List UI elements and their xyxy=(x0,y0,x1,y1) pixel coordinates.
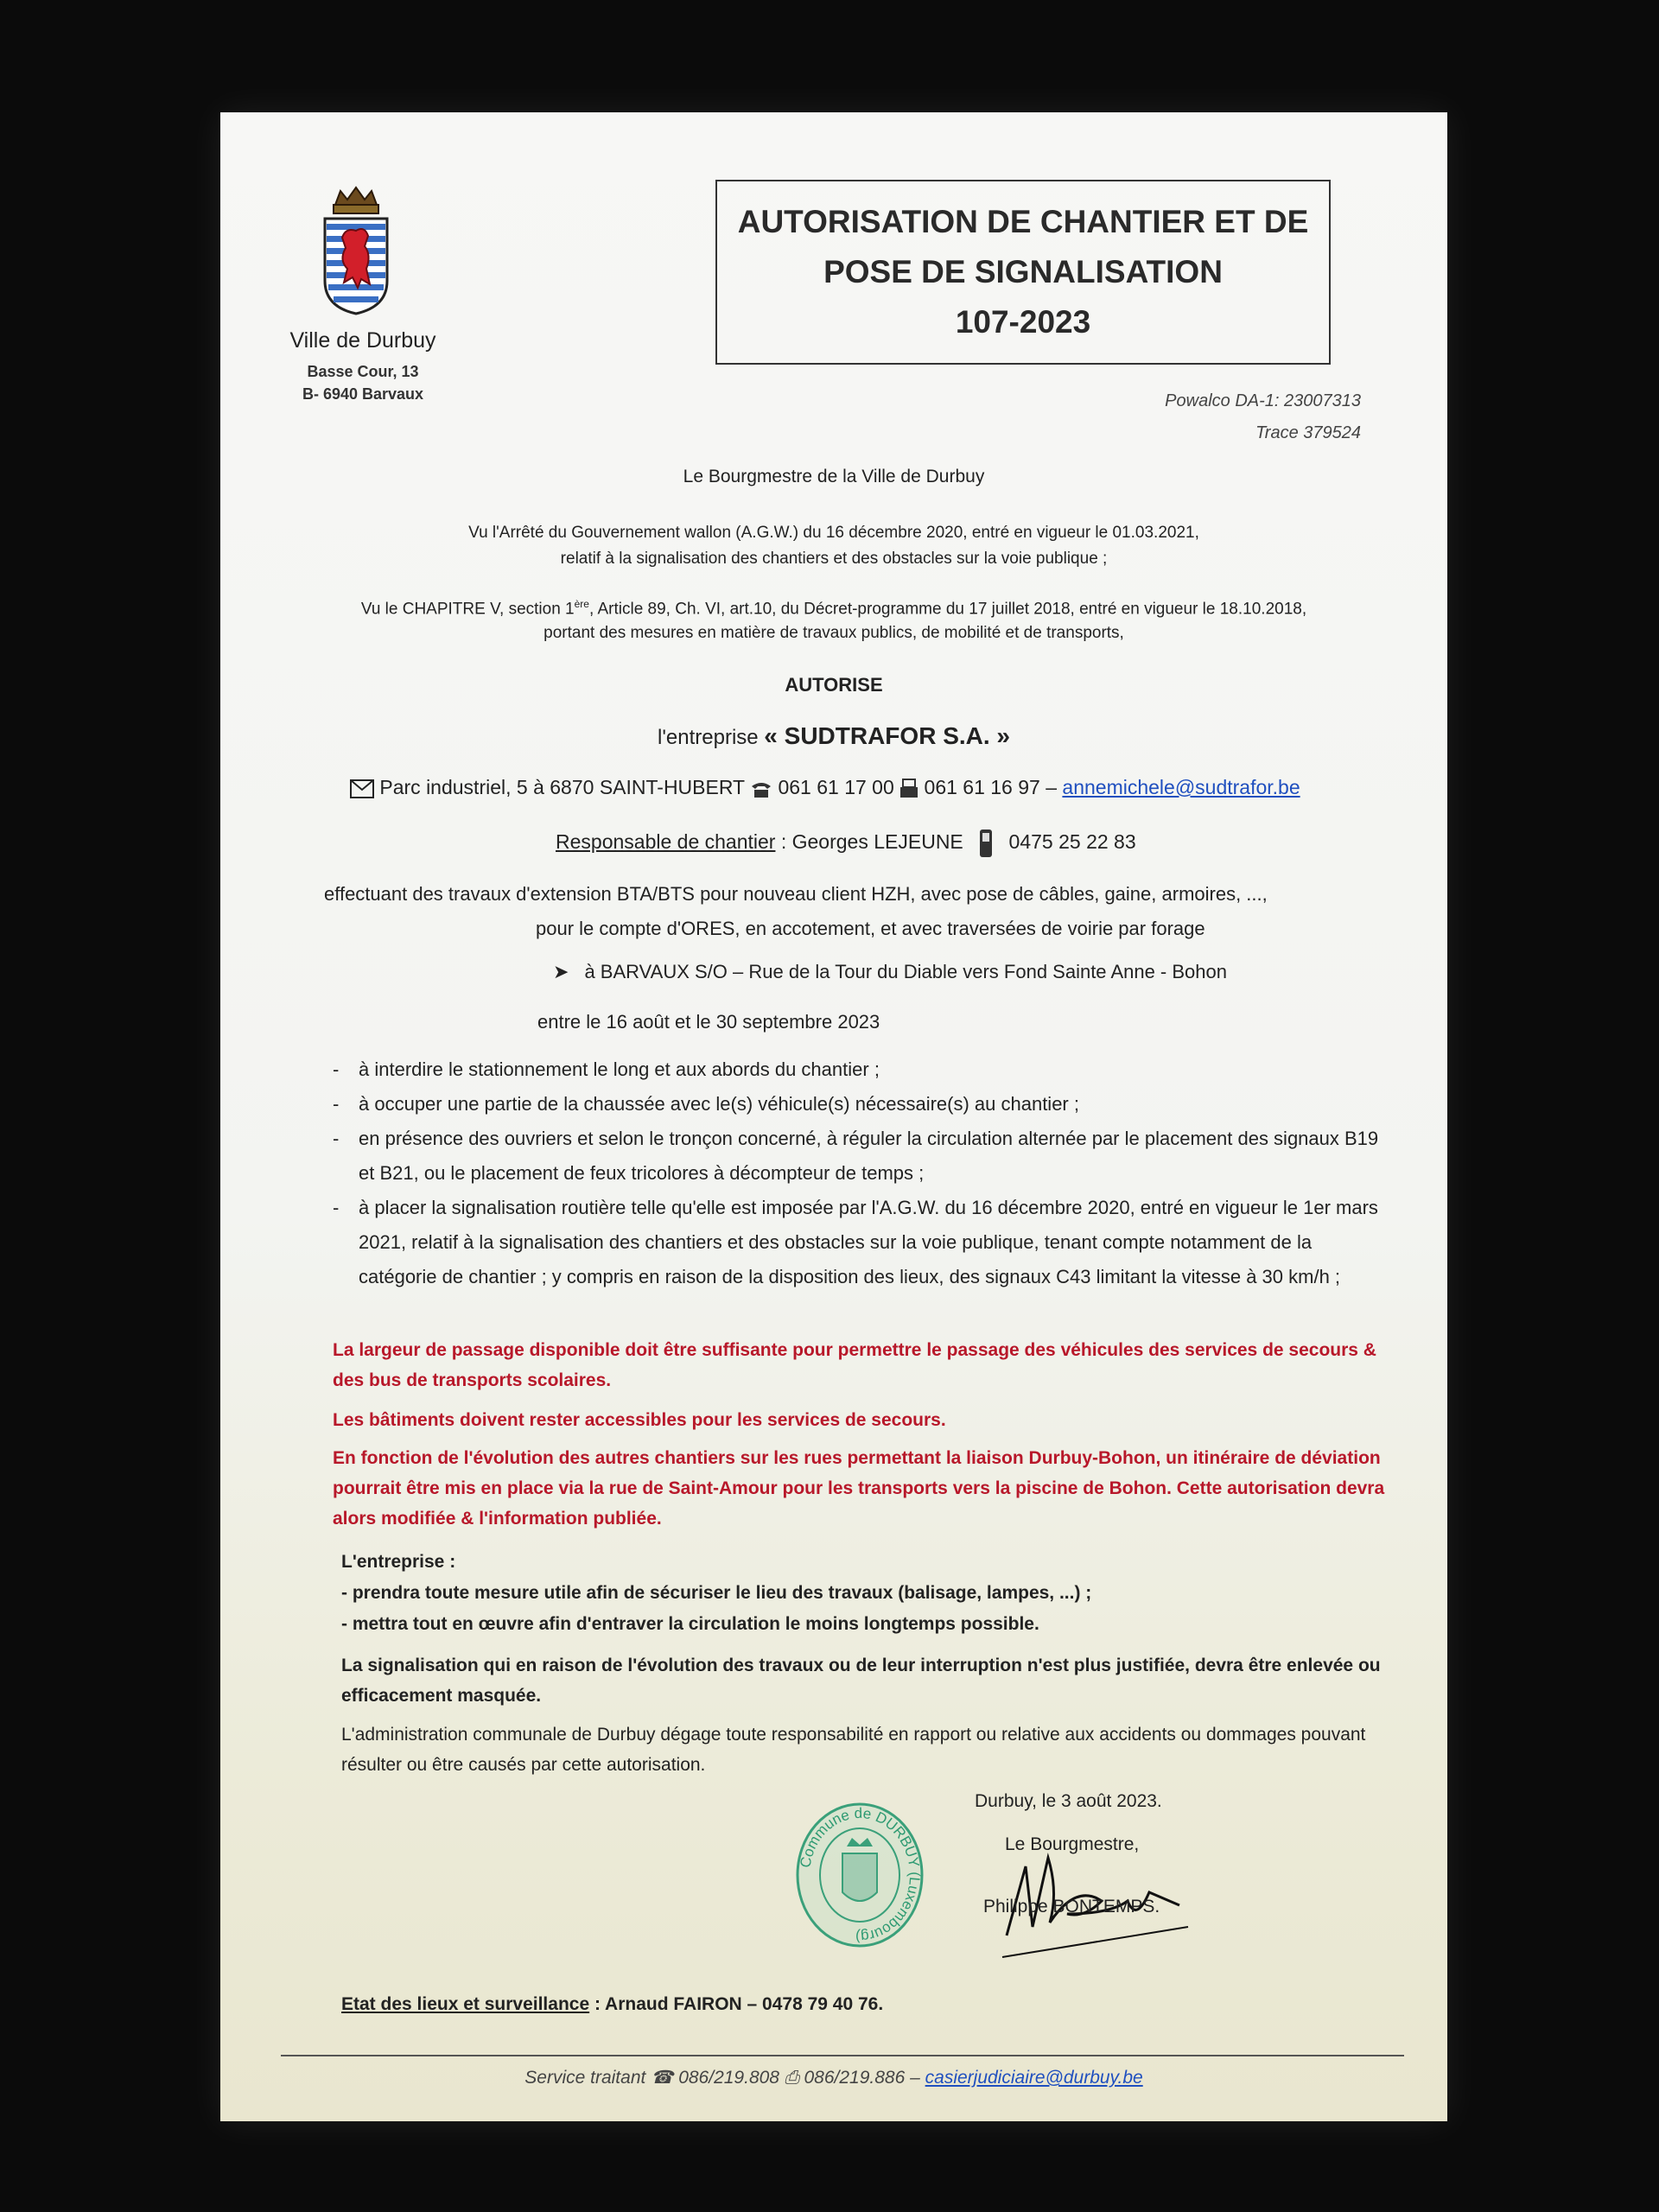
site-manager-phone: 0475 25 22 83 xyxy=(1008,830,1136,854)
footer-divider xyxy=(281,2055,1404,2056)
company-email-link[interactable]: annemichele@sudtrafor.be xyxy=(1062,776,1300,798)
trace-reference: Trace 379524 xyxy=(1255,423,1361,442)
surveillance-label: Etat des lieux et surveillance xyxy=(341,1994,590,2014)
fax-icon xyxy=(899,779,918,799)
autorise-heading: AUTORISE xyxy=(785,674,883,696)
powalco-reference: Powalco DA-1: 23007313 xyxy=(1165,391,1361,410)
vu2-superscript: ère xyxy=(574,598,589,610)
arrow-bullet-icon: ➤ xyxy=(553,961,569,982)
footer-label: Service traitant xyxy=(524,2068,646,2088)
preamble-vu1-line2: relatif à la signalisation des chantiers et des obstacles sur la voie publique ; xyxy=(560,550,1108,568)
company-contact-line xyxy=(350,776,1387,799)
works-location: à BARVAUX S/O – Rue de la Tour du Diable vers Fond Sainte Anne - Bohon xyxy=(584,961,1227,982)
site-manager-label: Responsable de chantier xyxy=(556,830,776,854)
works-description-2: pour le compte d'ORES, en accotement, et avec traversées de voirie par forage xyxy=(536,918,1205,939)
preamble-vu1-line1: Vu l'Arrêté du Gouvernement wallon (A.G.W.) du 16 décembre 2020, entré en vigueur le 01.03.2021, xyxy=(468,524,1199,542)
permission-item: - en présence des ouvriers et selon le tronçon concerné, à réguler la circulation alternée par le placement des signaux B19 et B21, ou le placement de feux tricolores à décompteur de temps ; xyxy=(333,1128,1379,1184)
document-page xyxy=(220,112,1447,2121)
footer-fax: 086/219.886 – xyxy=(804,2068,920,2088)
company-fax: 061 61 16 97 – xyxy=(924,776,1058,798)
footer-phone-icon: ☎ xyxy=(651,2068,674,2088)
permission-item: - à interdire le stationnement le long et aux abords du chantier ; xyxy=(333,1058,880,1080)
surveillance-line xyxy=(341,1994,883,2015)
signature-role: Le Bourgmestre, xyxy=(1005,1834,1140,1854)
company-prefix: l'entreprise xyxy=(657,726,759,749)
preamble-vu2-line2: portant des mesures en matière de travaux publics, de mobilité et de transports, xyxy=(543,624,1124,642)
surveillance-contact: : Arnaud FAIRON – 0478 79 40 76. xyxy=(594,1994,884,2014)
signatory-name: Philippe BONTEMPS. xyxy=(983,1897,1160,1916)
site-manager-line xyxy=(556,828,1136,859)
commune-stamp-icon xyxy=(795,1802,925,1948)
title-line-2: POSE DE SIGNALISATION xyxy=(823,254,1223,289)
signature-place-date: Durbuy, le 3 août 2023. xyxy=(975,1791,1162,1811)
preamble-vu2-line1 xyxy=(220,598,1447,619)
warning-passage-width: La largeur de passage disponible doit être suffisante pour permettre le passage des véhicules des services de secours & des bus de transports scolaires. xyxy=(333,1340,1376,1390)
stamp-text: Commune de DURBUY (Luxembourg) xyxy=(797,1804,924,1946)
authority-line: Le Bourgmestre de la Ville de Durbuy xyxy=(683,467,985,486)
mobile-phone-icon xyxy=(977,828,995,859)
works-period: entre le 16 août et le 30 septembre 2023 xyxy=(537,1011,880,1033)
works-location-line xyxy=(553,961,1227,983)
permissions-list xyxy=(333,1052,1387,1294)
issuer-address xyxy=(255,360,471,405)
vu2-prefix: Vu le CHAPITRE V, section 1 xyxy=(360,600,575,619)
document-title-box xyxy=(715,180,1331,365)
permission-item: - à placer la signalisation routière telle qu'elle est imposée par l'A.G.W. du 16 décembre 2020, entré en vigueur le 1er mars 2021, relatif à la signalisation des chantiers et des obstacles sur la voie publique, tenant compte notamment de la catégorie de chantier ; y compris en raison de la disposition des lieux, des signaux C43 limitant la vitesse à 30 km/h ; xyxy=(333,1197,1378,1287)
obligations-heading: L'entreprise : xyxy=(341,1552,456,1572)
issuer-street: Basse Cour, 13 xyxy=(307,363,419,380)
mail-icon xyxy=(350,779,374,798)
site-manager-name: : Georges LEJEUNE xyxy=(780,830,963,854)
durbuy-crest-icon xyxy=(320,186,392,315)
footer-email-link[interactable]: casierjudiciaire@durbuy.be xyxy=(925,2068,1143,2088)
obligation-item-2: - mettra tout en œuvre afin d'entraver la circulation le moins longtemps possible. xyxy=(341,1614,1039,1634)
phone-icon xyxy=(750,779,772,798)
warning-building-access: Les bâtiments doivent rester accessibles pour les services de secours. xyxy=(333,1410,946,1430)
permission-item: - à occuper une partie de la chaussée avec le(s) véhicule(s) nécessaire(s) au chantier ; xyxy=(333,1093,1079,1115)
warning-detour: En fonction de l'évolution des autres chantiers sur les rues permettant la liaison Durbuy-Bohon, un itinéraire de déviation pourrait être mis en place via la rue de Saint-Amour pour les transports vers la piscine de Bohon. Cette autorisation devra alors modifiée & l'information publiée. xyxy=(333,1448,1385,1529)
footer-fax-icon: ⎙ xyxy=(784,2068,799,2088)
company-phone: 061 61 17 00 xyxy=(778,776,894,798)
company-address: Parc industriel, 5 à 6870 SAINT-HUBERT xyxy=(379,776,745,798)
issuer-city: B- 6940 Barvaux xyxy=(302,385,424,403)
title-line-1: AUTORISATION DE CHANTIER ET DE xyxy=(737,204,1309,239)
vu2-suffix: , Article 89, Ch. VI, art.10, du Décret-programme du 17 juillet 2018, entré en vigueur le 18.10.2018, xyxy=(588,600,1307,619)
footer-phone: 086/219.808 xyxy=(678,2068,779,2088)
company-line xyxy=(220,722,1447,750)
liability-note: L'administration communale de Durbuy dégage toute responsabilité en rapport ou relative aux accidents ou dommages pouvant résulter ou être causés par cette autorisation. xyxy=(341,1725,1366,1775)
obligation-item-1: - prendra toute mesure utile afin de sécuriser le lieu des travaux (balisage, lampes, ...) ; xyxy=(341,1583,1092,1603)
signage-note: La signalisation qui en raison de l'évolution des travaux ou de leur interruption n'est plus justifiée, devra être enlevée ou efficacement masquée. xyxy=(341,1656,1381,1706)
authorization-number: 107-2023 xyxy=(955,304,1091,340)
footer-service-line xyxy=(220,2067,1447,2088)
issuer-name: Ville de Durbuy xyxy=(289,328,436,353)
works-description-1: effectuant des travaux d'extension BTA/BTS pour nouveau client HZH, avec pose de câbles, gaine, armoires, ..., xyxy=(324,883,1268,905)
company-name: « SUDTRAFOR S.A. » xyxy=(764,722,1010,749)
